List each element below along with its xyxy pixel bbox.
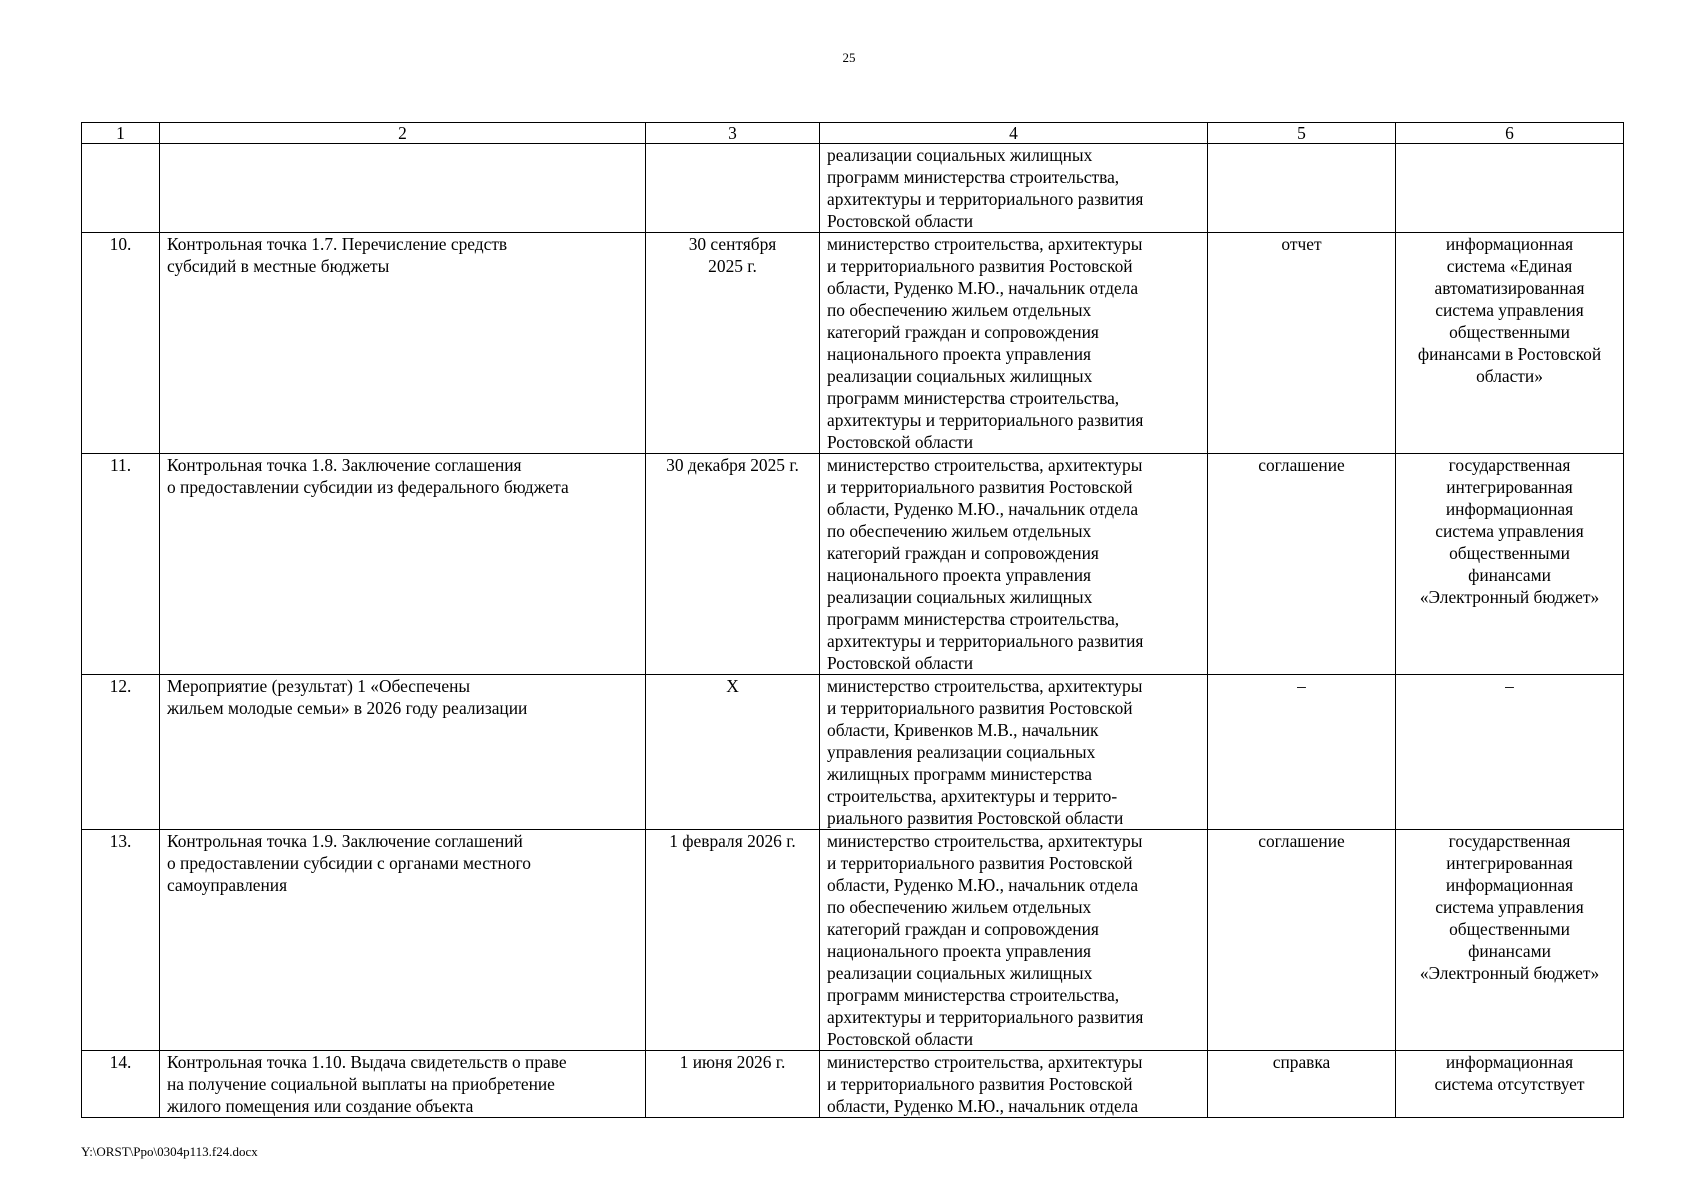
- header-cell-3: 3: [646, 123, 820, 144]
- document-type-cell: соглашение: [1208, 454, 1396, 675]
- info-system-cell: [1396, 144, 1624, 233]
- responsible-cell: министерство строительства, архитектуры и территориального развития Ростовской области, Руденко М.Ю., начальник отдела по обеспечению жильем отдельных категорий граждан и сопровождения национального проекта управления реализации социальных жилищных программ министерства строительства, архитектуры и территориального развития Ростовской области: [820, 454, 1208, 675]
- header-cell-6: 6: [1396, 123, 1624, 144]
- info-system-cell: государственная интегрированная информационная система управления общественными финансами «Электронный бюджет»: [1396, 454, 1624, 675]
- document-type-cell: отчет: [1208, 233, 1396, 454]
- table-row: [82, 144, 1624, 233]
- responsible-cell: министерство строительства, архитектуры и территориального развития Ростовской области, Руденко М.Ю., начальник отдела по обеспечению жильем отдельных категорий граждан и сопровождения национального проекта управления реализации социальных жилищных программ министерства строительства, архитектуры и территориального развития Ростовской области: [820, 830, 1208, 1051]
- event-cell: Контрольная точка 1.8. Заключение соглашения о предоставлении субсидии из федерального бюджета: [160, 454, 646, 675]
- document-table: [81, 122, 1624, 1118]
- document-type-cell: [1208, 144, 1396, 233]
- row-number: 13.: [82, 830, 160, 1051]
- info-system-cell: государственная интегрированная информационная система управления общественными финансами «Электронный бюджет»: [1396, 830, 1624, 1051]
- table-row: [82, 830, 1624, 1051]
- header-cell-5: 5: [1208, 123, 1396, 144]
- row-number: 10.: [82, 233, 160, 454]
- date-cell: 1 февраля 2026 г.: [646, 830, 820, 1051]
- footer-file-path: Y:\ORST\Ppo\0304p113.f24.docx: [81, 1144, 258, 1159]
- page-number: 25: [842, 50, 856, 65]
- info-system-cell: информационная система отсутствует: [1396, 1051, 1624, 1118]
- date-cell: [646, 144, 820, 233]
- row-number: 11.: [82, 454, 160, 675]
- responsible-cell: реализации социальных жилищных программ министерства строительства, архитектуры и территориального развития Ростовской области: [820, 144, 1208, 233]
- event-cell: Мероприятие (результат) 1 «Обеспечены жильем молодые семьи» в 2026 году реализации: [160, 675, 646, 830]
- table-row: [82, 454, 1624, 675]
- document-type-cell: соглашение: [1208, 830, 1396, 1051]
- table-row: [82, 1051, 1624, 1118]
- header-cell-1: 1: [82, 123, 160, 144]
- event-cell: Контрольная точка 1.9. Заключение соглашений о предоставлении субсидии с органами местного самоуправления: [160, 830, 646, 1051]
- info-system-cell: информационная система «Единая автоматизированная система управления общественными финансами в Ростовской области»: [1396, 233, 1624, 454]
- table-row: [82, 233, 1624, 454]
- document-type-cell: –: [1208, 675, 1396, 830]
- responsible-cell: министерство строительства, архитектуры и территориального развития Ростовской области, Кривенков М.В., начальник управления реализации социальных жилищных программ министерства строительства, архитектуры и террито- риального развития Ростовской области: [820, 675, 1208, 830]
- event-cell: Контрольная точка 1.7. Перечисление средств субсидий в местные бюджеты: [160, 233, 646, 454]
- event-cell: Контрольная точка 1.10. Выдача свидетельств о праве на получение социальной выплаты на приобретение жилого помещения или создание объекта: [160, 1051, 646, 1118]
- table-row: [82, 675, 1624, 830]
- date-cell: 30 декабря 2025 г.: [646, 454, 820, 675]
- row-number: 12.: [82, 675, 160, 830]
- date-cell: 30 сентября 2025 г.: [646, 233, 820, 454]
- header-row: [82, 123, 1624, 144]
- date-cell: 1 июня 2026 г.: [646, 1051, 820, 1118]
- header-cell-4: 4: [820, 123, 1208, 144]
- row-number: 14.: [82, 1051, 160, 1118]
- row-number: [82, 144, 160, 233]
- date-cell: Х: [646, 675, 820, 830]
- responsible-cell: министерство строительства, архитектуры и территориального развития Ростовской области, Руденко М.Ю., начальник отдела: [820, 1051, 1208, 1118]
- document-type-cell: справка: [1208, 1051, 1396, 1118]
- event-cell: [160, 144, 646, 233]
- responsible-cell: министерство строительства, архитектуры и территориального развития Ростовской области, Руденко М.Ю., начальник отдела по обеспечению жильем отдельных категорий граждан и сопровождения национального проекта управления реализации социальных жилищных программ министерства строительства, архитектуры и территориального развития Ростовской области: [820, 233, 1208, 454]
- header-cell-2: 2: [160, 123, 646, 144]
- info-system-cell: –: [1396, 675, 1624, 830]
